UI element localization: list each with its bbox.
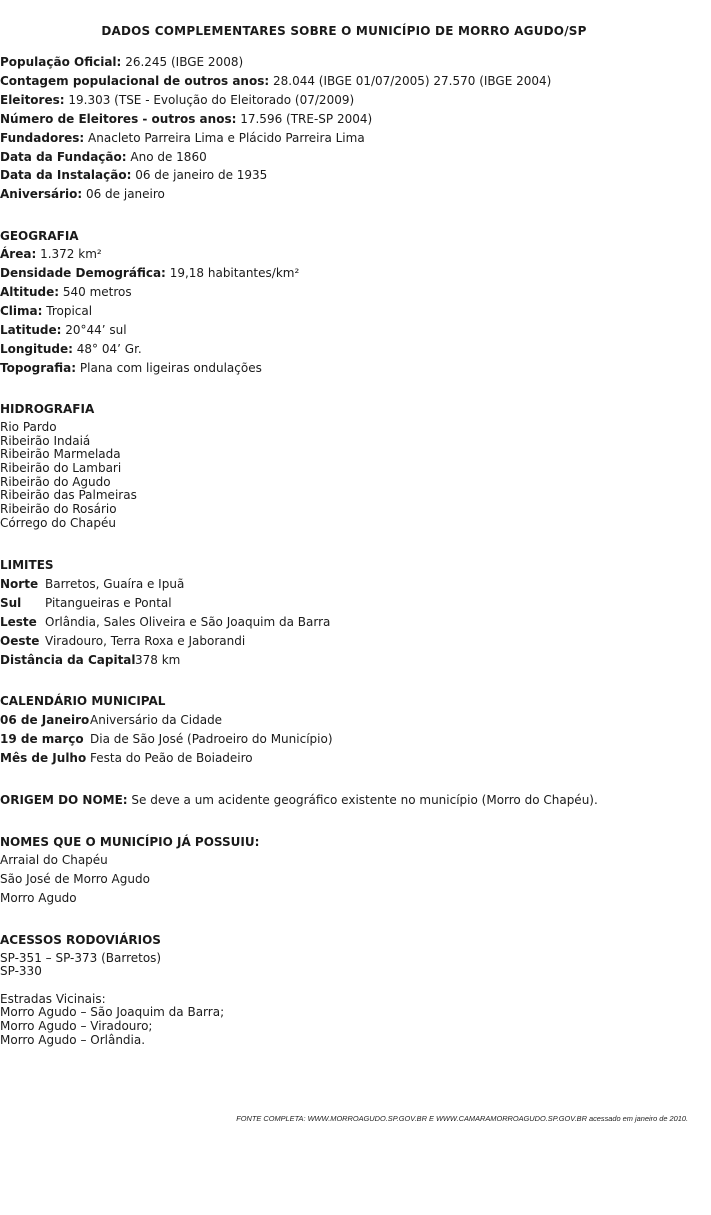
origem-value: Se deve a um acidente geográfico existente no município (Morro do Chapéu). <box>131 793 598 807</box>
geo-label: Área: <box>0 247 37 261</box>
calendario-date: 06 de Janeiro <box>0 713 90 727</box>
info-row-fundadores <box>0 131 365 146</box>
hidro-item: Ribeirão das Palmeiras <box>0 488 137 502</box>
vicinal-item: Morro Agudo – São Joaquim da Barra; <box>0 1005 225 1019</box>
section-heading-limites: LIMITES <box>0 558 54 572</box>
limite-row-sul <box>0 596 172 611</box>
distancia-label: Distância da Capital <box>0 653 136 667</box>
geo-label: Latitude: <box>0 323 62 337</box>
hidro-item: Rio Pardo <box>0 420 57 434</box>
geo-label: Densidade Demográfica: <box>0 266 166 280</box>
info-row-populacao <box>0 55 243 70</box>
section-heading-hidrografia: HIDROGRAFIA <box>0 402 95 416</box>
hidro-item: Córrego do Chapéu <box>0 516 116 530</box>
info-label: Data da Instalação: <box>0 168 132 182</box>
geo-value: 48° 04’ Gr. <box>76 342 142 356</box>
geo-value: 20°44’ sul <box>65 323 127 337</box>
info-label: Fundadores: <box>0 131 85 145</box>
calendario-row <box>0 732 333 747</box>
info-row-eleitores <box>0 93 354 108</box>
source-footer: FONTE COMPLETA: WWW.MORROAGUDO.SP.GOV.BR E WWW.CAMARAMORROAGUDO.SP.GOV.BR acessado em janeiro de 2010. <box>236 1114 688 1123</box>
info-label: Número de Eleitores - outros anos: <box>0 112 237 126</box>
geo-label: Clima: <box>0 304 43 318</box>
page-title: DADOS COMPLEMENTARES SOBRE O MUNICÍPIO DE MORRO AGUDO/SP <box>101 24 587 38</box>
info-value: Anacleto Parreira Lima e Plácido Parreira Lima <box>88 131 365 145</box>
nome-item: São José de Morro Agudo <box>0 872 150 886</box>
nome-item: Arraial do Chapéu <box>0 853 108 867</box>
info-value: 26.245 (IBGE 2008) <box>125 55 244 69</box>
info-value: 28.044 (IBGE 01/07/2005) 27.570 (IBGE 2004) <box>272 74 552 88</box>
section-heading-geografia: GEOGRAFIA <box>0 229 79 243</box>
section-heading-nomes: NOMES QUE O MUNICÍPIO JÁ POSSUIU: <box>0 835 260 849</box>
geo-value: Plana com ligeiras ondulações <box>79 361 262 375</box>
nome-item: Morro Agudo <box>0 891 77 905</box>
calendario-event: Festa do Peão de Boiadeiro <box>90 751 253 765</box>
info-value: 17.596 (TRE-SP 2004) <box>240 112 373 126</box>
acesso-item: SP-330 <box>0 964 42 978</box>
origem-do-nome <box>0 793 598 808</box>
info-label: Contagem populacional de outros anos: <box>0 74 270 88</box>
info-value: Ano de 1860 <box>130 150 207 164</box>
calendario-row <box>0 751 253 766</box>
limite-value: Barretos, Guaíra e Ipuã <box>45 577 185 591</box>
info-value: 06 de janeiro <box>85 187 165 201</box>
geo-row-altitude <box>0 285 132 300</box>
vicinais-label: Estradas Vicinais: <box>0 992 106 1006</box>
geo-row-densidade <box>0 266 299 281</box>
geo-row-longitude <box>0 342 142 357</box>
geo-value: Tropical <box>46 304 93 318</box>
calendario-event: Dia de São José (Padroeiro do Município) <box>90 732 333 746</box>
origem-label: ORIGEM DO NOME: <box>0 793 128 807</box>
vicinal-item: Morro Agudo – Orlândia. <box>0 1033 146 1047</box>
geo-row-clima <box>0 304 92 319</box>
info-value: 19.303 (TSE - Evolução do Eleitorado (07/2009) <box>68 93 355 107</box>
limite-row-distancia <box>0 653 180 668</box>
hidro-item: Ribeirão do Rosário <box>0 502 117 516</box>
limite-row-norte <box>0 577 184 592</box>
limite-label: Leste <box>0 615 37 629</box>
section-heading-calendario: CALENDÁRIO MUNICIPAL <box>0 694 166 708</box>
info-label: População Oficial: <box>0 55 122 69</box>
hidro-item: Ribeirão Marmelada <box>0 447 121 461</box>
info-row-eleitores-outros <box>0 112 372 127</box>
geo-value: 1.372 km² <box>40 247 102 261</box>
calendario-row <box>0 713 222 728</box>
info-row-aniversario <box>0 187 165 202</box>
limite-row-oeste <box>0 634 245 649</box>
info-value: 06 de janeiro de 1935 <box>135 168 268 182</box>
info-label: Aniversário: <box>0 187 83 201</box>
limite-value: Orlândia, Sales Oliveira e São Joaquim da Barra <box>45 615 331 629</box>
limite-row-leste <box>0 615 330 630</box>
vicinal-item: Morro Agudo – Viradouro; <box>0 1019 153 1033</box>
geo-row-latitude <box>0 323 127 338</box>
geo-value: 540 metros <box>62 285 132 299</box>
limite-label: Norte <box>0 577 39 591</box>
calendario-date: 19 de março <box>0 732 84 746</box>
limite-label: Oeste <box>0 634 40 648</box>
geo-label: Topografia: <box>0 361 77 375</box>
limite-value: Viradouro, Terra Roxa e Jaborandi <box>45 634 246 648</box>
acesso-item: SP-351 – SP-373 (Barretos) <box>0 951 162 965</box>
hidro-item: Ribeirão do Agudo <box>0 475 111 489</box>
limite-value: Pitangueiras e Pontal <box>45 596 172 610</box>
info-label: Eleitores: <box>0 93 65 107</box>
info-row-fundacao <box>0 150 207 165</box>
info-row-contagem <box>0 74 551 89</box>
limite-label: Sul <box>0 596 22 610</box>
geo-row-area <box>0 247 102 262</box>
section-heading-acessos: ACESSOS RODOVIÁRIOS <box>0 933 161 947</box>
geo-label: Altitude: <box>0 285 60 299</box>
geo-row-topografia <box>0 361 262 376</box>
info-row-instalacao <box>0 168 267 183</box>
calendario-date: Mês de Julho <box>0 751 87 765</box>
geo-label: Longitude: <box>0 342 73 356</box>
hidro-item: Ribeirão Indaiá <box>0 434 91 448</box>
geo-value: 19,18 habitantes/km² <box>169 266 300 280</box>
distancia-value: 378 km <box>135 653 181 667</box>
calendario-event: Aniversário da Cidade <box>90 713 223 727</box>
info-label: Data da Fundação: <box>0 150 127 164</box>
hidro-item: Ribeirão do Lambari <box>0 461 122 475</box>
